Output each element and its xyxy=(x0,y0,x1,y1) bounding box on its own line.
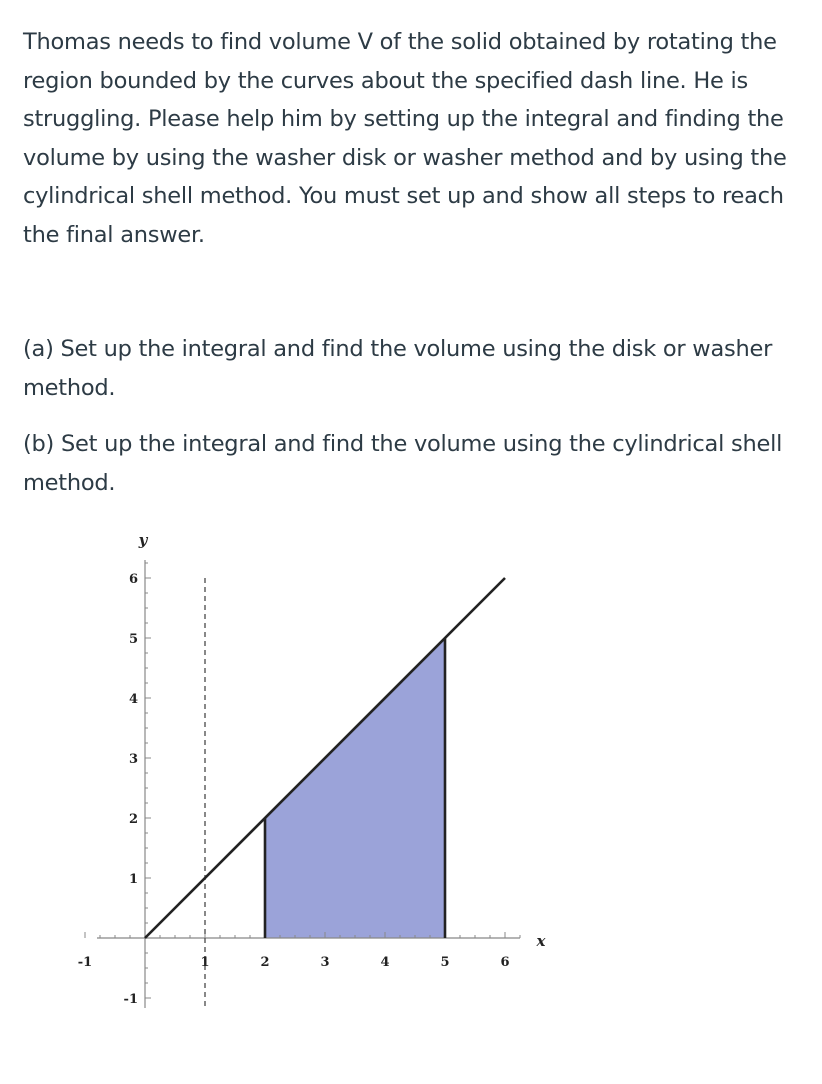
region-graph xyxy=(0,520,822,1060)
x-tick-label: 6 xyxy=(500,955,510,970)
part-b-question: (b) Set up the integral and find the volume using the cylindrical shell method. xyxy=(23,431,783,496)
x-tick-label: 5 xyxy=(440,955,450,970)
x-tick-label: 4 xyxy=(380,955,390,970)
x-tick-label: -1 xyxy=(77,955,93,970)
shaded-region xyxy=(265,638,445,938)
x-tick-label: 3 xyxy=(320,955,330,970)
x-axis-label: x xyxy=(536,932,546,950)
x-tick-label: 1 xyxy=(200,955,210,970)
y-tick-label: 4 xyxy=(128,692,138,707)
y-tick-label: 1 xyxy=(128,872,138,887)
y-axis-label: y xyxy=(138,531,148,549)
x-tick-label: 2 xyxy=(260,955,270,970)
y-tick-label: -1 xyxy=(123,992,138,1007)
y-tick-label: 3 xyxy=(128,752,138,767)
part-a-question: (a) Set up the integral and find the volume using the disk or washer method. xyxy=(23,336,773,401)
y-tick-label: 6 xyxy=(128,572,138,587)
y-tick-label: 2 xyxy=(128,812,138,827)
problem-statement: Thomas needs to find volume V of the solid obtained by rotating the region bounded by the curves about the specified dash line. He is struggling. Please help him by setting up the integral and finding the volume by using the washer disk or washer method and by using the cylindrical shell method. You must set up and show all steps to reach the final answer. xyxy=(23,29,787,248)
y-tick-label: 5 xyxy=(128,632,138,647)
